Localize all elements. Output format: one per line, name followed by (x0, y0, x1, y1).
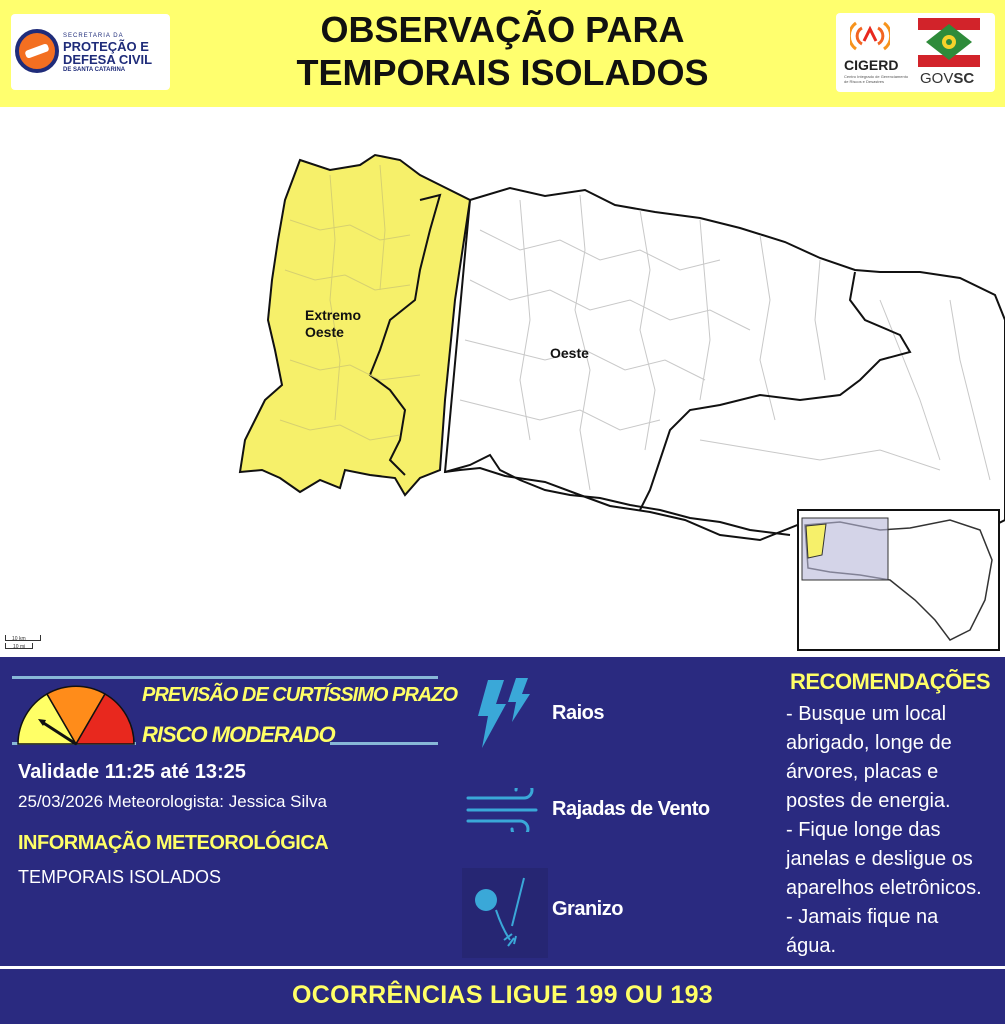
emergency-numbers: OCORRÊNCIAS LIGUE 199 OU 193 (291, 981, 713, 1009)
wind-icon (466, 788, 546, 832)
partner-logos (836, 13, 995, 92)
divider-line (330, 742, 438, 745)
date-meteorologist: 25/03/2026 Meteorologista: Jessica Silva (18, 792, 328, 811)
logo-line-1: PROTEÇÃO E (63, 39, 149, 54)
validity-time: Validade 11:25 até 13:25 (18, 761, 246, 783)
scale-mi: 10 mi (13, 644, 26, 650)
hail-icon (462, 868, 548, 958)
cigerd-signal-icon (850, 19, 890, 53)
recommendation-line: aparelhos eletrônicos. (786, 877, 982, 899)
hazard-label-wind: Rajadas de Vento (552, 798, 710, 820)
header (0, 0, 1005, 107)
recommendation-line: - Busque um local (786, 703, 947, 725)
page-title (180, 8, 825, 94)
recommendations-text (786, 700, 991, 961)
santa-catarina-flag-icon (918, 18, 980, 67)
recommendation-line: - Jamais fique na (786, 906, 939, 928)
logo-line-2: DEFESA CIVIL (63, 52, 153, 67)
map-canvas (0, 107, 1005, 657)
scale-km: 10 km (12, 636, 26, 642)
map-label-oeste: Oeste (550, 345, 589, 361)
title-line-1: OBSERVAÇÃO PARA (320, 9, 685, 50)
risk-level: RISCO MODERADO (142, 722, 335, 747)
defesa-civil-emblem-icon (15, 29, 59, 73)
map-scale-bar (5, 635, 45, 653)
govsc-logo-text (920, 70, 974, 87)
map-label-extremo-oeste (305, 307, 361, 341)
recommendation-line: postes de energia. (786, 790, 951, 812)
alert-map (0, 107, 1005, 657)
recommendation-line: - Fique longe das (786, 819, 941, 841)
recommendation-line: água. (786, 935, 837, 957)
logo-small-text: SECRETARIA DA (63, 33, 124, 39)
region-oeste-shape (445, 188, 1005, 540)
govsc-suffix: SC (953, 70, 975, 87)
recommendation-line: árvores, placas e (786, 761, 939, 783)
logo-line-3: DE SANTA CATARINA (63, 67, 126, 73)
map-label-extremo-oeste-line2: Oeste (305, 324, 344, 340)
forecast-title: PREVISÃO DE CURTÍSSIMO PRAZO (142, 684, 458, 706)
recommendation-line: abrigado, longe de (786, 732, 952, 754)
hazard-label-lightning: Raios (552, 702, 604, 724)
info-title: INFORMAÇÃO METEOROLÓGICA (18, 832, 329, 854)
cigerd-logo-subtitle: Centro Integrado de Gerenciamento de Riscos e Desastres (844, 74, 909, 84)
defesa-civil-logo (11, 14, 170, 90)
recommendation-line: janelas e desligue os (786, 848, 973, 870)
govsc-prefix: GOV (920, 70, 954, 87)
recommendations-title: RECOMENDAÇÕES (790, 669, 991, 694)
logo-main-text (63, 40, 152, 66)
risk-gauge-icon (16, 684, 136, 746)
hazard-label-hail: Granizo (552, 898, 623, 920)
title-line-2: TEMPORAIS ISOLADOS (296, 52, 709, 93)
map-label-extremo-oeste-line1: Extremo (305, 307, 362, 323)
cigerd-logo-text: CIGERD (844, 57, 899, 73)
divider-line (12, 676, 438, 679)
footer (0, 969, 1005, 1024)
info-value: TEMPORAIS ISOLADOS (18, 867, 222, 887)
lightning-icon (470, 676, 536, 752)
